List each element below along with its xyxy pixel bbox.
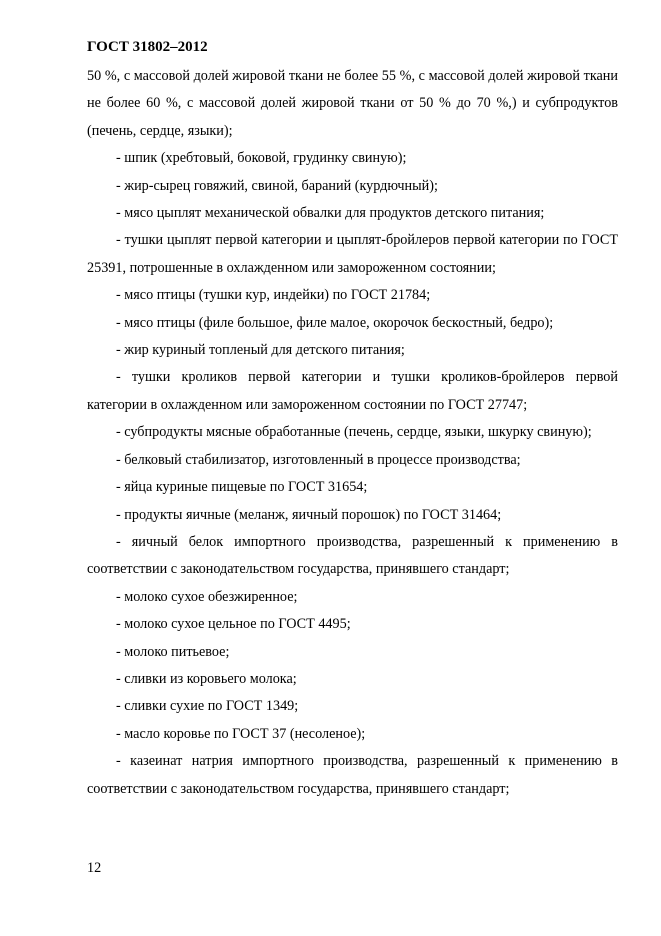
- list-item: - белковый стабилизатор, изготовленный в процессе производства;: [116, 451, 521, 468]
- list-item: - масло коровье по ГОСТ 37 (несоленое);: [116, 725, 366, 742]
- list-item: - мясо птицы (филе большое, филе малое, окорочок бескостный, бедро);: [116, 314, 554, 331]
- list-item: - яичный белок импортного производства, разрешенный к применению в соответствии с законодательством государства, принявшего стандарт;: [87, 533, 618, 578]
- list-item: - молоко питьевое;: [116, 643, 230, 660]
- list-item: - сливки сухие по ГОСТ 1349;: [116, 698, 299, 715]
- paragraph-continuation: 50 %, с массовой долей жировой ткани не более 55 %, с массовой долей жировой ткани не более 60 %, с массовой долей жировой ткани от 50 % до 70 %,) и субпродуктов (печень, сердце, языки);: [87, 68, 618, 139]
- list-item: - яйца куриные пищевые по ГОСТ 31654;: [116, 479, 368, 496]
- list-item: - продукты яичные (меланж, яичный порошок) по ГОСТ 31464;: [116, 506, 502, 523]
- document-header: ГОСТ 31802–2012: [87, 39, 208, 55]
- list-item: - молоко сухое цельное по ГОСТ 4495;: [116, 616, 351, 633]
- list-item: - сливки из коровьего молока;: [116, 670, 297, 687]
- list-item: - жир куриный топленый для детского питания;: [116, 342, 405, 359]
- list-item: - тушки цыплят первой категории и цыплят-бройлеров первой категории по ГОСТ 25391, потрошенные в охлажденном или замороженном состоянии;: [87, 232, 618, 276]
- list-item: - мясо птицы (тушки кур, индейки) по ГОСТ 21784;: [116, 287, 431, 304]
- list-item: - субпродукты мясные обработанные (печень, сердце, языки, шкурку свиную);: [116, 424, 592, 441]
- list-item: - шпик (хребтовый, боковой, грудинку свиную);: [116, 150, 407, 167]
- list-item: - тушки кроликов первой категории и тушки кроликов-бройлеров первой категории в охлажденном или замороженном состоянии по ГОСТ 27747;: [87, 369, 618, 413]
- list-item: - жир-сырец говяжий, свиной, бараний (курдючный);: [116, 177, 438, 194]
- list-item: - молоко сухое обезжиренное;: [116, 588, 298, 605]
- list-item: - казеинат натрия импортного производства, разрешенный к применению в соответствии с законодательством государства, принявшего стандарт;: [87, 753, 618, 797]
- page-number: 12: [87, 860, 102, 876]
- list-item: - мясо цыплят механической обвалки для продуктов детского питания;: [116, 205, 545, 222]
- document-body: [87, 63, 618, 803]
